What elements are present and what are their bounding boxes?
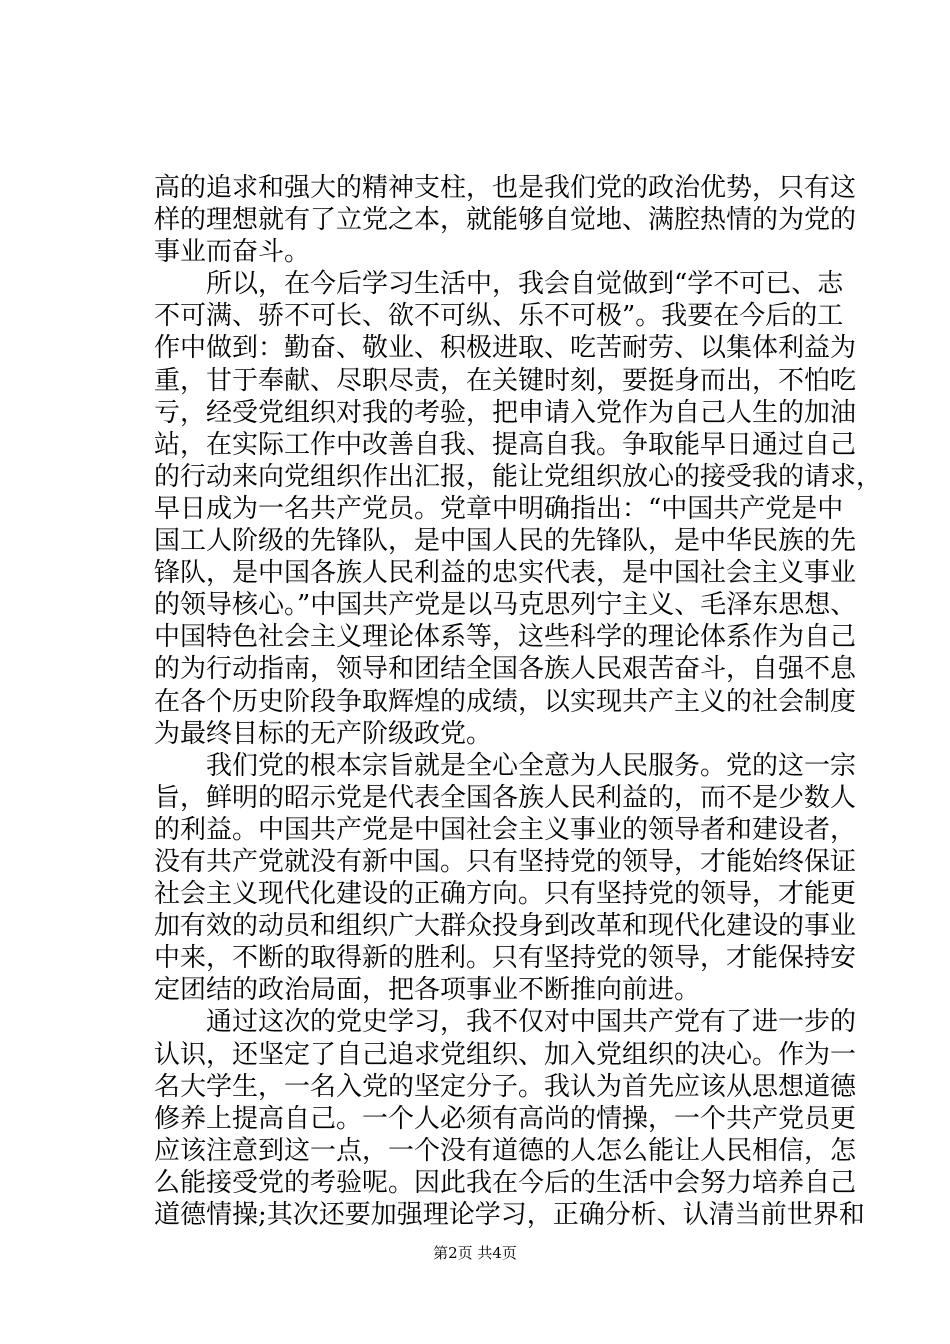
text-line: 道德情操;其次还要加强理论学习，正确分析、认清当前世界和 <box>154 1200 865 1230</box>
text-line: 中国特色社会主义理论体系等，这些科学的理论体系作为自己 <box>154 622 857 653</box>
text-line: 加有效的动员和组织广大群众投身到改革和现代化建设的事业 <box>154 911 857 942</box>
text-line: 名大学生，一名入党的坚定分子。我认为首先应该从思想道德 <box>154 1071 857 1102</box>
text-line: 么能接受党的考验呢。因此我在今后的生活中会努力培养自己 <box>154 1167 857 1198</box>
text-line: 在各个历史阶段争取辉煌的成绩，以实现共产主义的社会制度 <box>154 686 857 717</box>
text-line: 站，在实际工作中改善自我、提高自我。争取能早日通过自己 <box>154 429 857 460</box>
text-line: 没有共产党就没有新中国。只有坚持党的领导，才能始终保证 <box>154 846 857 877</box>
text-line: 的为行动指南，领导和团结全国各族人民艰苦奋斗，自强不息 <box>154 654 857 685</box>
text-line: 的利益。中国共产党是中国社会主义事业的领导者和建设者， <box>154 814 857 845</box>
text-line: 早日成为一名共产党员。党章中明确指出：“中国共产党是中 <box>154 493 844 524</box>
text-line: 中来，不断的取得新的胜利。只有坚持党的领导，才能保持安 <box>154 943 857 974</box>
text-line: 通过这次的党史学习，我不仅对中国共产党有了进一步的 <box>154 1007 857 1038</box>
text-line: 应该注意到这一点，一个没有道德的人怎么能让人民相信，怎 <box>154 1135 857 1166</box>
text-line: 定团结的政治局面，把各项事业不断推向前进。 <box>154 975 701 1006</box>
text-line: 事业而奋斗。 <box>154 237 311 268</box>
text-line: 重，甘于奉献、尽职尽责，在关键时刻，要挺身而出，不怕吃 <box>154 365 857 396</box>
text-line: 的行动来向党组织作出汇报，能让党组织放心的接受我的请求， <box>154 461 883 492</box>
text-line: 所以，在今后学习生活中，我会自觉做到“学不可已、志 <box>154 269 844 300</box>
text-line: 不可满、骄不可长、欲不可纵、乐不可极”。我要在今后的工 <box>154 301 844 332</box>
text-line: 样的理想就有了立党之本，就能够自觉地、满腔热情的为党的 <box>154 205 857 236</box>
text-line: 社会主义现代化建设的正确方向。只有坚持党的领导，才能更 <box>154 879 857 910</box>
text-line: 锋队，是中国各族人民利益的忠实代表，是中国社会主义事业 <box>154 558 857 589</box>
text-line: 为最终目标的无产阶级政党。 <box>154 718 493 749</box>
text-line: 国工人阶级的先锋队，是中国人民的先锋队，是中华民族的先 <box>154 526 857 557</box>
text-line: 高的追求和强大的精神支柱，也是我们党的政治优势，只有这 <box>154 173 857 203</box>
document-body <box>154 172 883 1231</box>
page-footer: 第2页 共4页 <box>433 1244 517 1262</box>
text-line: 认识，还坚定了自己追求党组织、加入党组织的决心。作为一 <box>154 1039 857 1070</box>
text-line: 亏，经受党组织对我的考验，把申请入党作为自己人生的加油 <box>154 397 857 428</box>
text-line: 作中做到：勤奋、敬业、积极进取、吃苦耐劳、以集体利益为 <box>154 333 857 364</box>
text-line: 旨，鲜明的昭示党是代表全国各族人民利益的，而不是少数人 <box>154 782 857 813</box>
text-line: 修养上提高自己。一个人必须有高尚的情操，一个共产党员更 <box>154 1103 857 1134</box>
text-line: 的领导核心。”中国共产党是以马克思列宁主义、毛泽东思想、 <box>154 590 857 621</box>
text-line: 我们党的根本宗旨就是全心全意为人民服务。党的这一宗 <box>154 750 857 781</box>
